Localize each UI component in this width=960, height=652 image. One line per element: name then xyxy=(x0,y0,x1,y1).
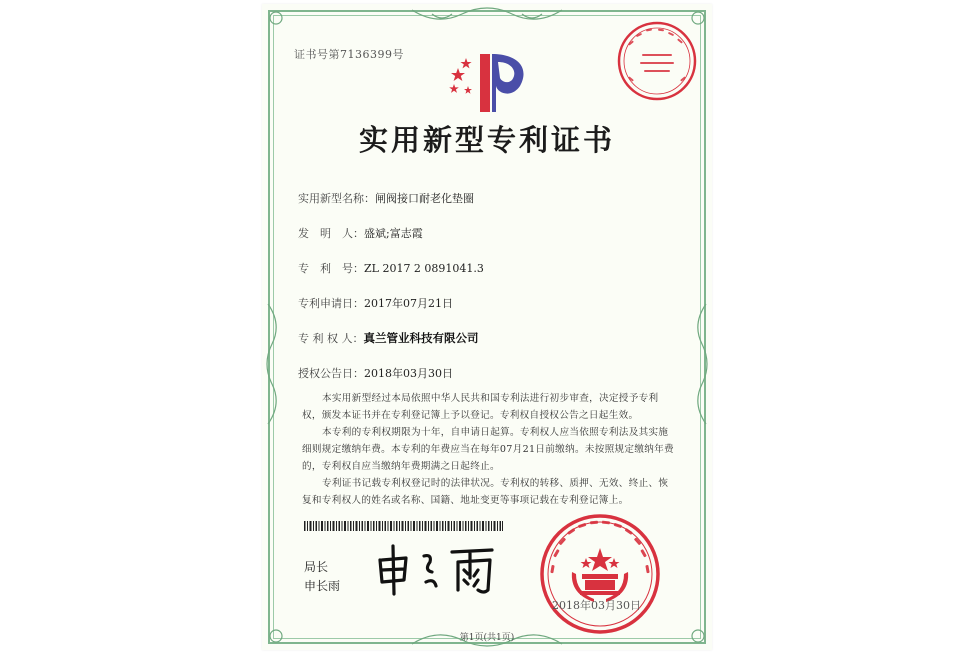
field-label: 实用新型名称： xyxy=(298,192,375,205)
certificate-body-text xyxy=(302,390,678,509)
paragraph-grant: 本实用新型经过本局依照中华人民共和国专利法进行初步审查，决定授予专利权，颁发本证书并在专利登记簿上予以登记。专利权自授权公告之日起生效。 xyxy=(302,393,659,421)
top-official-seal xyxy=(614,18,700,104)
page-number: 第1页(共1页) xyxy=(459,633,515,643)
field-patentee xyxy=(298,330,479,346)
seal-date: 2018年03月30日 xyxy=(552,599,641,612)
field-value: 2018年03月30日 xyxy=(364,367,453,380)
certificate-number: 证书号第7136399号 xyxy=(294,48,404,61)
field-grant-date xyxy=(298,365,453,381)
paragraph-term: 本专利的专利权期限为十年，自申请日起算。专利权人应当依照专利法及其实施细则规定缴纳年费。本专利的年费应当在每年07月21日前缴纳。未按照规定缴纳年费的，专利权自应当缴纳年费期满之日起终止。 xyxy=(302,427,674,472)
cnipa-logo xyxy=(446,46,536,118)
field-patent-number xyxy=(298,260,484,276)
patent-certificate xyxy=(262,4,712,650)
field-filing-date xyxy=(298,295,453,311)
field-label: 专利申请日： xyxy=(298,297,364,310)
director-title: 局长 xyxy=(304,560,329,574)
field-value: 盛斌;富志霞 xyxy=(364,227,423,240)
certificate-title: 实用新型专利证书 xyxy=(358,123,615,157)
paragraph-legal-status: 专利证书记载专利权登记时的法律状况。专利权的转移、质押、无效、终止、恢复和专利权人的姓名或名称、国籍、地址变更等事项记载在专利登记簿上。 xyxy=(302,478,669,506)
field-value: 真兰管业科技有限公司 xyxy=(363,331,479,345)
field-value: 闸阀接口耐老化垫圈 xyxy=(375,192,474,205)
field-value: ZL 2017 2 0891041.3 xyxy=(364,262,484,275)
field-label: 授权公告日： xyxy=(298,367,364,380)
director-signature xyxy=(374,538,504,596)
director-name: 申长雨 xyxy=(304,579,341,593)
field-value: 2017年07月21日 xyxy=(364,297,453,310)
field-utility-model-name xyxy=(298,190,474,206)
field-label: 专 利 号： xyxy=(298,262,364,275)
barcode xyxy=(304,521,504,531)
field-inventor xyxy=(298,225,423,241)
field-label: 发 明 人： xyxy=(298,227,364,240)
field-label: 专 利 权 人： xyxy=(298,332,364,345)
state-intellectual-property-office-seal xyxy=(538,512,662,636)
